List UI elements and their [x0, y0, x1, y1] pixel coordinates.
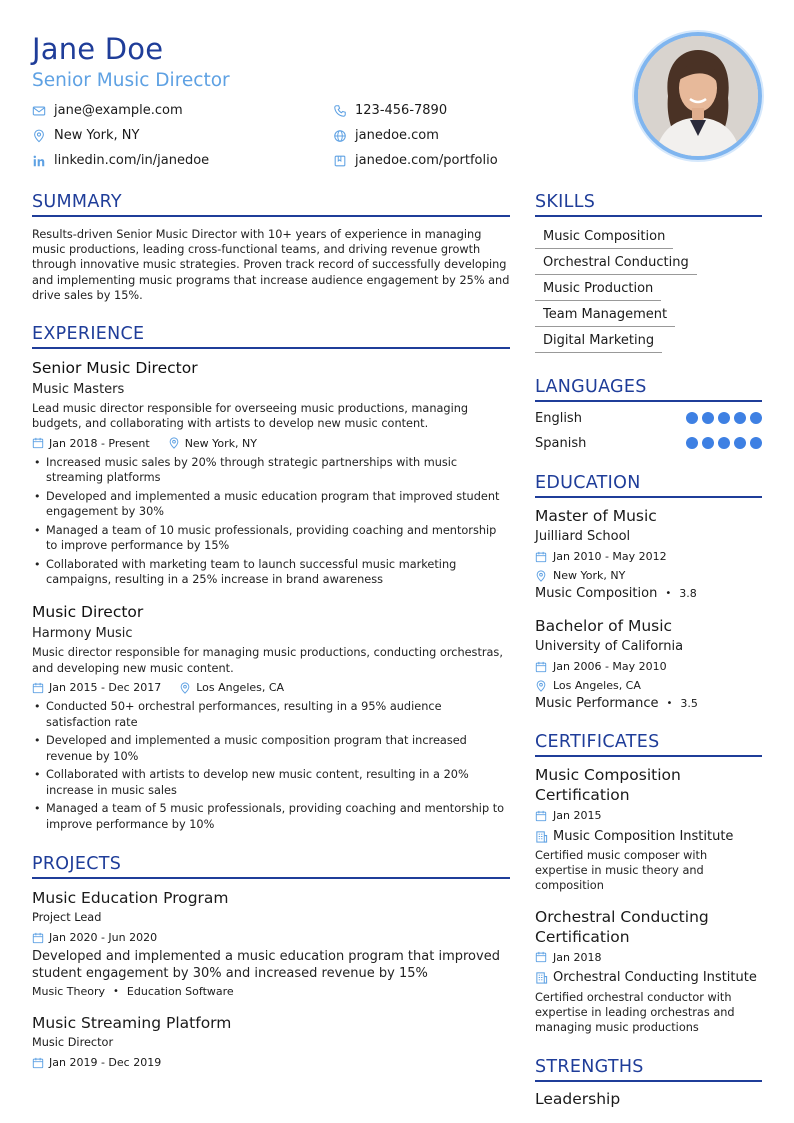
degree-title: Master of Music [535, 507, 657, 525]
language-level-dots [686, 437, 762, 449]
portfolio-text: janedoe.com/portfolio [355, 153, 498, 168]
proficiency-dot [750, 437, 762, 449]
job-meta [32, 435, 510, 451]
section-title-experience: EXPERIENCE [32, 322, 510, 349]
left-column [32, 190, 510, 1071]
section-title-certificates: CERTIFICATES [535, 730, 762, 757]
project-description: Developed and implemented a music education program that improved student engagement by 30% and increased revenue by 15% [32, 948, 500, 981]
language-level-dots [686, 412, 762, 424]
education-item [535, 616, 762, 711]
proficiency-dot [686, 437, 698, 449]
contact-phone[interactable] [333, 101, 593, 120]
language-item [535, 409, 762, 427]
experience-item [32, 358, 510, 587]
building-icon [535, 830, 548, 843]
education-dates [535, 548, 762, 565]
education-location-text: New York, NY [553, 569, 626, 582]
job-bullet: • Conducted 50+ orchestral performances, resulting in a 95% audience satisfaction rate [32, 699, 510, 729]
education-location [535, 677, 762, 694]
proficiency-dot [750, 412, 762, 424]
job-title: Senior Music Director [32, 359, 198, 378]
linkedin-icon [32, 154, 46, 168]
candidate-name: Jane Doe [32, 32, 164, 66]
certificate-title: Music Composition Certification [535, 766, 681, 804]
job-location [168, 437, 257, 450]
section-title-education: EDUCATION [535, 471, 762, 498]
location-pin-icon [168, 437, 180, 449]
job-company: Harmony Music [32, 626, 133, 642]
project-dates: Jan 2020 - Jun 2020 [49, 931, 158, 945]
skill-tag: Music Composition [535, 228, 673, 249]
section-title-summary: SUMMARY [32, 190, 510, 217]
certificate-description: Certified music composer with expertise in music theory and composition [535, 849, 708, 893]
summary-text: Results-driven Senior Music Director with 10+ years of experience in managing music productions, leading cross-functional teams, and driving revenue growth through innovative music strategies. Proven track record of successfully developing and implementing music programs that increase audience engagement by 25% and drive sales by 15%. [32, 228, 510, 302]
contact-list [32, 101, 622, 170]
school-name: University of California [535, 639, 684, 654]
section-title-strengths: STRENGTHS [535, 1055, 762, 1082]
institution-name: Music Composition Institute [553, 828, 734, 844]
location-pin-icon [535, 680, 547, 692]
calendar-icon [32, 932, 44, 944]
skill-tag: Music Production [535, 280, 661, 301]
tag-separator: • [113, 985, 119, 997]
job-meta [32, 680, 510, 696]
skills-list [535, 225, 762, 355]
calendar-icon [535, 810, 547, 822]
gpa-separator: • [666, 698, 673, 709]
email-text: jane@example.com [54, 103, 183, 118]
language-item [535, 434, 762, 452]
certificate-item [535, 765, 762, 894]
job-bullet: • Managed a team of 5 music professionals, providing coaching and mentorship to improve performance by 10% [32, 801, 510, 831]
experience-item [32, 602, 510, 831]
certificate-institution [535, 826, 762, 846]
project-item [32, 888, 510, 998]
school-name: Juilliard School [535, 529, 631, 544]
proficiency-dot [702, 412, 714, 424]
candidate-title: Senior Music Director [32, 70, 230, 91]
job-bullet: • Developed and implemented a music composition program that increased revenue by 10% [32, 733, 510, 763]
proficiency-dot [702, 437, 714, 449]
building-icon [535, 971, 548, 984]
education-dates-text: Jan 2010 - May 2012 [553, 550, 667, 563]
calendar-icon [32, 682, 44, 694]
avatar [638, 36, 758, 156]
project-meta [32, 1055, 510, 1071]
certificate-date-text: Jan 2018 [553, 950, 602, 964]
phone-text: 123-456-7890 [355, 103, 448, 118]
proficiency-dot [718, 437, 730, 449]
strength-item: Leadership [535, 1090, 621, 1109]
field-of-study: Music Composition [535, 586, 658, 601]
proficiency-dot [718, 412, 730, 424]
education-field [535, 696, 762, 711]
section-title-projects: PROJECTS [32, 852, 510, 879]
proficiency-dot [734, 412, 746, 424]
right-column [535, 190, 762, 1108]
proficiency-dot [734, 437, 746, 449]
job-bullet: • Collaborated with marketing team to launch successful music marketing campaigns, resulting in a 25% increase in brand awareness [32, 557, 510, 587]
phone-icon [333, 104, 347, 118]
job-bullets [32, 699, 510, 831]
gpa-separator: • [665, 588, 672, 599]
certificate-date [535, 949, 762, 966]
contact-location [32, 126, 333, 145]
skill-tag: Team Management [535, 306, 675, 327]
location-pin-icon [535, 570, 547, 582]
project-role: Project Lead [32, 910, 102, 924]
education-dates-text: Jan 2006 - May 2010 [553, 660, 667, 673]
job-bullet: • Managed a team of 10 music professionals, providing coaching and mentorship to improve performance by 15% [32, 523, 510, 553]
globe-icon [333, 129, 347, 143]
portfolio-icon [333, 154, 347, 168]
calendar-icon [535, 951, 547, 963]
job-company: Music Masters [32, 382, 125, 398]
calendar-icon [535, 661, 547, 673]
job-bullet: • Developed and implemented a music education program that improved student engagement by 30% [32, 489, 510, 519]
education-dates [535, 658, 762, 675]
calendar-icon [535, 551, 547, 563]
location-pin-icon [32, 129, 46, 143]
mail-icon [32, 104, 46, 118]
profile-photo [634, 32, 762, 160]
project-dates: Jan 2019 - Dec 2019 [49, 1056, 162, 1070]
project-title: Music Streaming Platform [32, 1013, 232, 1032]
certificate-item [535, 907, 762, 1036]
job-description: Lead music director responsible for overseeing music productions, managing budgets, and collaborating with artists to develop new music content. [32, 402, 469, 431]
certificate-date [535, 807, 762, 824]
job-location [179, 681, 284, 694]
job-bullet: • Increased music sales by 20% through strategic partnerships with music streaming platforms [32, 455, 510, 485]
education-location [535, 567, 762, 584]
job-dates: Jan 2015 - Dec 2017 [49, 681, 162, 695]
language-name: Spanish [535, 435, 587, 451]
education-location-text: Los Angeles, CA [553, 679, 641, 692]
job-title: Music Director [32, 603, 144, 622]
resume-header [32, 30, 622, 170]
linkedin-text: linkedin.com/in/janedoe [54, 153, 210, 168]
gpa-value: 3.8 [679, 587, 697, 600]
project-title: Music Education Program [32, 888, 229, 907]
certificate-institution [535, 968, 762, 988]
project-item [32, 1013, 510, 1071]
education-field [535, 586, 762, 601]
location-text: New York, NY [54, 128, 140, 143]
contact-portfolio[interactable] [333, 151, 593, 170]
calendar-icon [32, 437, 44, 449]
project-meta [32, 930, 510, 946]
job-location-text: New York, NY [184, 436, 257, 450]
contact-email[interactable] [32, 101, 333, 120]
website-text: janedoe.com [355, 128, 439, 143]
job-description: Music director responsible for managing music productions, conducting orchestras, and developing new music content. [32, 646, 503, 675]
certificate-title: Orchestral Conducting Certification [535, 907, 709, 946]
skill-tag: Digital Marketing [535, 332, 662, 353]
project-role: Music Director [32, 1035, 114, 1049]
field-of-study: Music Performance [535, 696, 659, 711]
project-tag: Music Theory [32, 984, 106, 998]
project-tags [32, 985, 510, 998]
contact-website[interactable] [333, 126, 593, 145]
section-title-languages: LANGUAGES [535, 375, 762, 402]
project-tag: Education Software [126, 984, 234, 998]
calendar-icon [32, 1057, 44, 1069]
certificate-date-text: Jan 2015 [553, 809, 602, 822]
section-title-skills: SKILLS [535, 190, 762, 217]
job-dates: Jan 2018 - Present [49, 436, 150, 450]
job-location-text: Los Angeles, CA [196, 681, 285, 695]
skill-tag: Orchestral Conducting [535, 254, 697, 275]
degree-title: Bachelor of Music [535, 617, 673, 635]
contact-linkedin[interactable] [32, 151, 333, 170]
language-name: English [535, 410, 582, 426]
location-pin-icon [179, 682, 191, 694]
education-item [535, 506, 762, 601]
gpa-value: 3.5 [680, 697, 698, 710]
proficiency-dot [686, 412, 698, 424]
job-bullet: • Collaborated with artists to develop new music content, resulting in a 20% increase in music sales [32, 767, 510, 797]
institution-name: Orchestral Conducting Institute [553, 970, 757, 986]
certificate-description: Certified orchestral conductor with expertise in leading orchestras and managing music productions [535, 990, 735, 1035]
job-bullets [32, 455, 510, 587]
